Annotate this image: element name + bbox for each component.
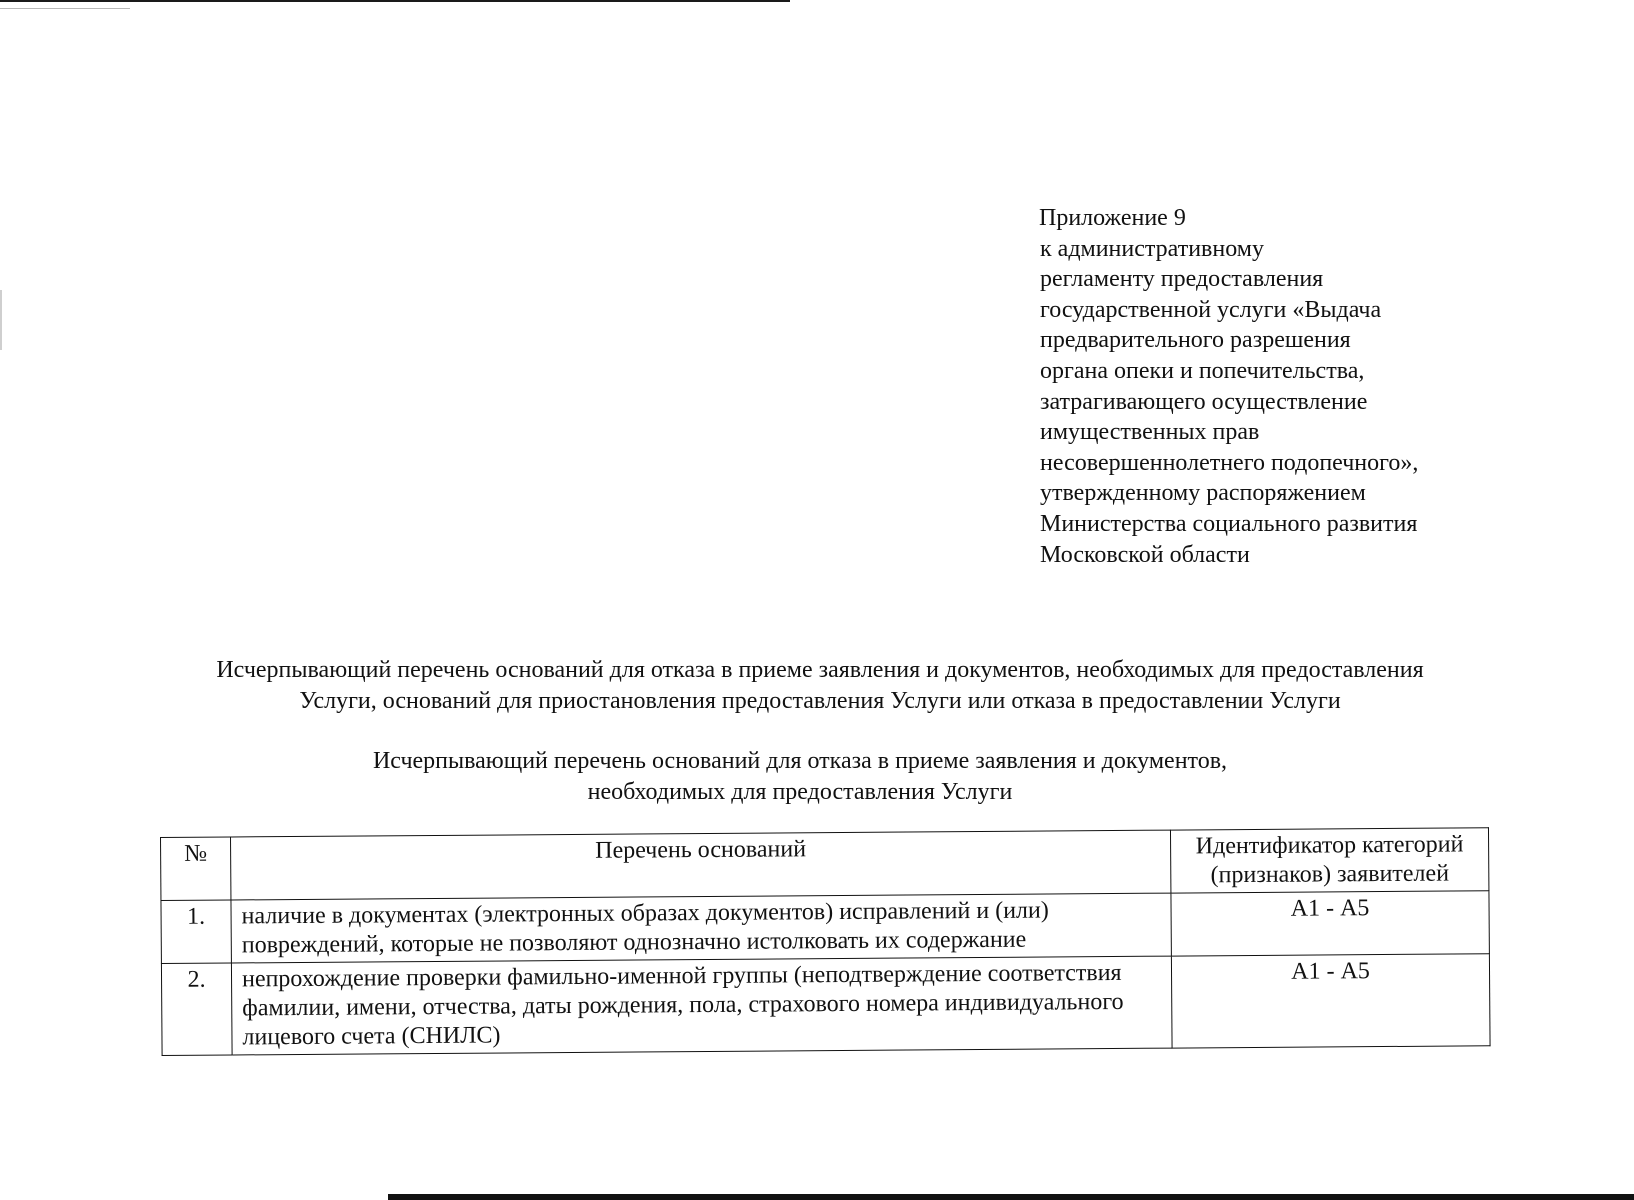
scan-edge-left [0, 290, 2, 350]
appendix-line: Приложение 9 [1039, 205, 1186, 231]
appendix-line: имущественных прав [1040, 419, 1260, 446]
scan-edge-top [0, 0, 790, 2]
row-number: 1. [161, 900, 231, 964]
header-category-identifier: Идентификатор категорий (признаков) заявителей [1170, 828, 1488, 893]
appendix-line: Министерства социального развития [1040, 510, 1418, 537]
appendix-line: утвержденному распоряжением [1040, 480, 1366, 507]
appendix-heading [1040, 203, 1480, 570]
appendix-line: предварительного разрешения [1040, 327, 1351, 354]
scan-edge-mark [0, 8, 130, 9]
table-row [161, 954, 1490, 1056]
row-ground-text: наличие в документах (электронных образах документов) исправлений и (или) повреждений, которые не позволяют однозначно истолковать их содержание [231, 893, 1171, 963]
scan-edge-bottom [388, 1194, 1634, 1200]
section-title [300, 746, 1300, 808]
section-title-line: Исчерпывающий перечень оснований для отказа в приеме заявления и документов, [372, 748, 1228, 774]
row-category-identifier: А1 - А5 [1171, 954, 1490, 1048]
appendix-line: к административному [1040, 235, 1264, 262]
document-title [150, 655, 1490, 717]
header-number: № [161, 837, 231, 901]
appendix-line: несовершеннолетнего подопечного», [1040, 449, 1419, 476]
document-title-line: Услуги, оснований для приостановления предоставления Услуги или отказа в предоставлении Услуги [299, 688, 1341, 714]
appendix-line: регламенту предоставления [1040, 266, 1324, 293]
grounds-table [160, 827, 1491, 1056]
grounds-table-container [160, 827, 1490, 1056]
document-title-line: Исчерпывающий перечень оснований для отказа в приеме заявления и документов, необходимых для предоставления [216, 657, 1424, 683]
appendix-line: Московской области [1040, 541, 1250, 568]
appendix-line: затрагивающего осуществление [1040, 388, 1368, 415]
row-category-identifier: А1 - А5 [1171, 891, 1489, 956]
appendix-line: органа опеки и попечительства, [1040, 357, 1365, 384]
row-ground-text: непрохождение проверки фамильно-именной группы (неподтверждение соответствия фамилии, имени, отчества, даты рождения, пола, страхового номера индивидуального лицевого счета (СНИЛС) [231, 956, 1172, 1055]
row-number: 2. [161, 963, 232, 1056]
appendix-line: государственной услуги «Выдача [1040, 296, 1382, 323]
table-header-row [161, 828, 1489, 901]
section-title-line: необходимых для предоставления Услуги [587, 779, 1013, 805]
header-grounds-list: Перечень оснований [231, 830, 1171, 900]
table-row [161, 891, 1489, 964]
